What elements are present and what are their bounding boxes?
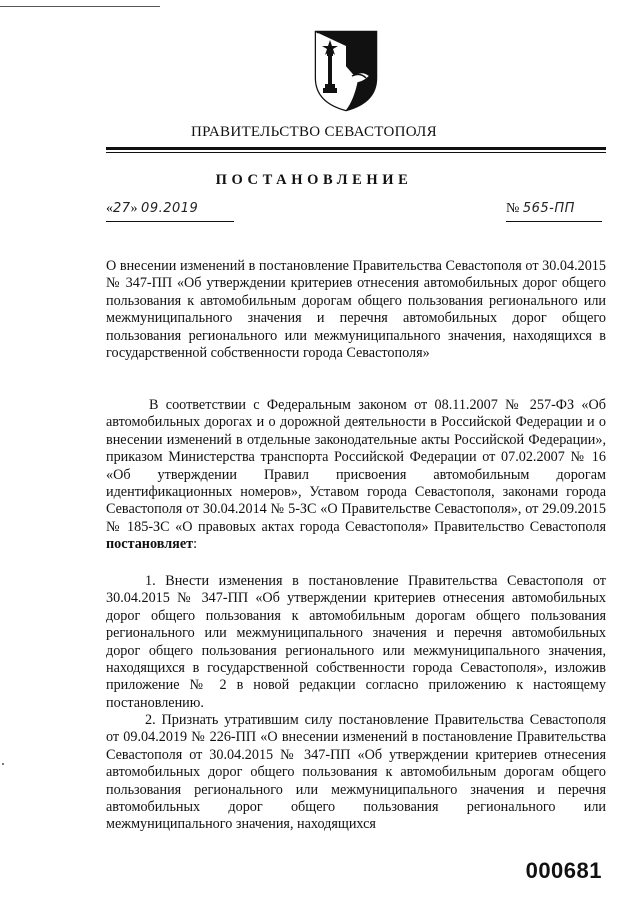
serial-number: 000681 <box>525 858 602 883</box>
preamble-text: В соответствии с Федеральным законом от 08.11.2007 № 257-ФЗ «Об автомобильных дорогах и о дорожной деятельности в Российской Федерации и о внесении изменений в отдельные законодательные акты Российской Федерации», приказом Министерства транспорта Российской Федерации от 07.02.2007 № 16 «Об утверждении Правил присвоения автомобильным дорогам идентификационных номеров», Уставом города Севастополя, законами города Севастополя от 30.04.2014 № 5-ЗС «О Правительстве Севастополя», от 29.09.2015 № 185-ЗС «О правовых актах города Севастополя» Правительство Севастополя <box>106 397 606 535</box>
number-field <box>506 201 602 222</box>
date-month-year: 09.2019 <box>141 201 199 216</box>
document-number: 565-ПП <box>522 201 575 216</box>
resolution-item-2: 2. Признать утратившим силу постановление Правительства Севастополя от 09.04.2019 № 226-ПП «О внесении изменений в постановление Правительства Севастополя от 30.04.2015 № 347-ПП «Об утверждении критериев отнесения автомобильных дорог общего пользования к автомобильным дорогам общего пользования регионального или межмуниципального значения и перечня автомобильных дорог общего пользования регионального или межмуниципального значения, находящихся <box>106 712 606 833</box>
document-title: ПОСТАНОВЛЕНИЕ <box>215 172 413 188</box>
preamble-colon: : <box>193 536 198 553</box>
date-day: 27 <box>113 201 131 216</box>
scan-artifact-dot <box>2 763 4 765</box>
sevastopol-coat-of-arms-icon <box>314 30 378 112</box>
preamble-paragraph <box>106 397 606 554</box>
organization-name: ПРАВИТЕЛЬСТВО СЕВАСТОПОЛЯ <box>191 124 437 140</box>
preamble-decree-word: постановляет <box>106 536 194 553</box>
scan-artifact-line <box>0 6 160 7</box>
number-sign: № <box>506 201 520 216</box>
document-subject: О внесении изменений в постановление Правительства Севастополя от 30.04.2015 № 347-ПП «Об утверждении критериев отнесения автомобильных дорог общего пользования к автомобильным дорогам общего пользования регионального или межмуниципального значения и перечня автомобильных дорог общего пользования регионального или межмуниципального значения, находящихся в государственной собственности города Севастополя» <box>106 258 606 362</box>
date-open-quote: « <box>106 201 113 216</box>
header-rule-thin <box>106 152 606 153</box>
header-rule-thick <box>106 147 606 150</box>
resolution-item-1: 1. Внести изменения в постановление Правительства Севастополя от 30.04.2015 № 347-ПП «Об утверждении критериев отнесения автомобильных дорог общего пользования к автомобильным дорогам общего пользования регионального или межмуниципального значения и перечня автомобильных дорог общего пользования регионального или межмуниципального значения, находящихся в государственной собственности города Севастополя», изложив приложение № 2 в новой редакции согласно приложению к настоящему постановлению. <box>106 573 606 711</box>
date-field <box>106 201 234 222</box>
date-close-quote: » <box>130 201 138 216</box>
